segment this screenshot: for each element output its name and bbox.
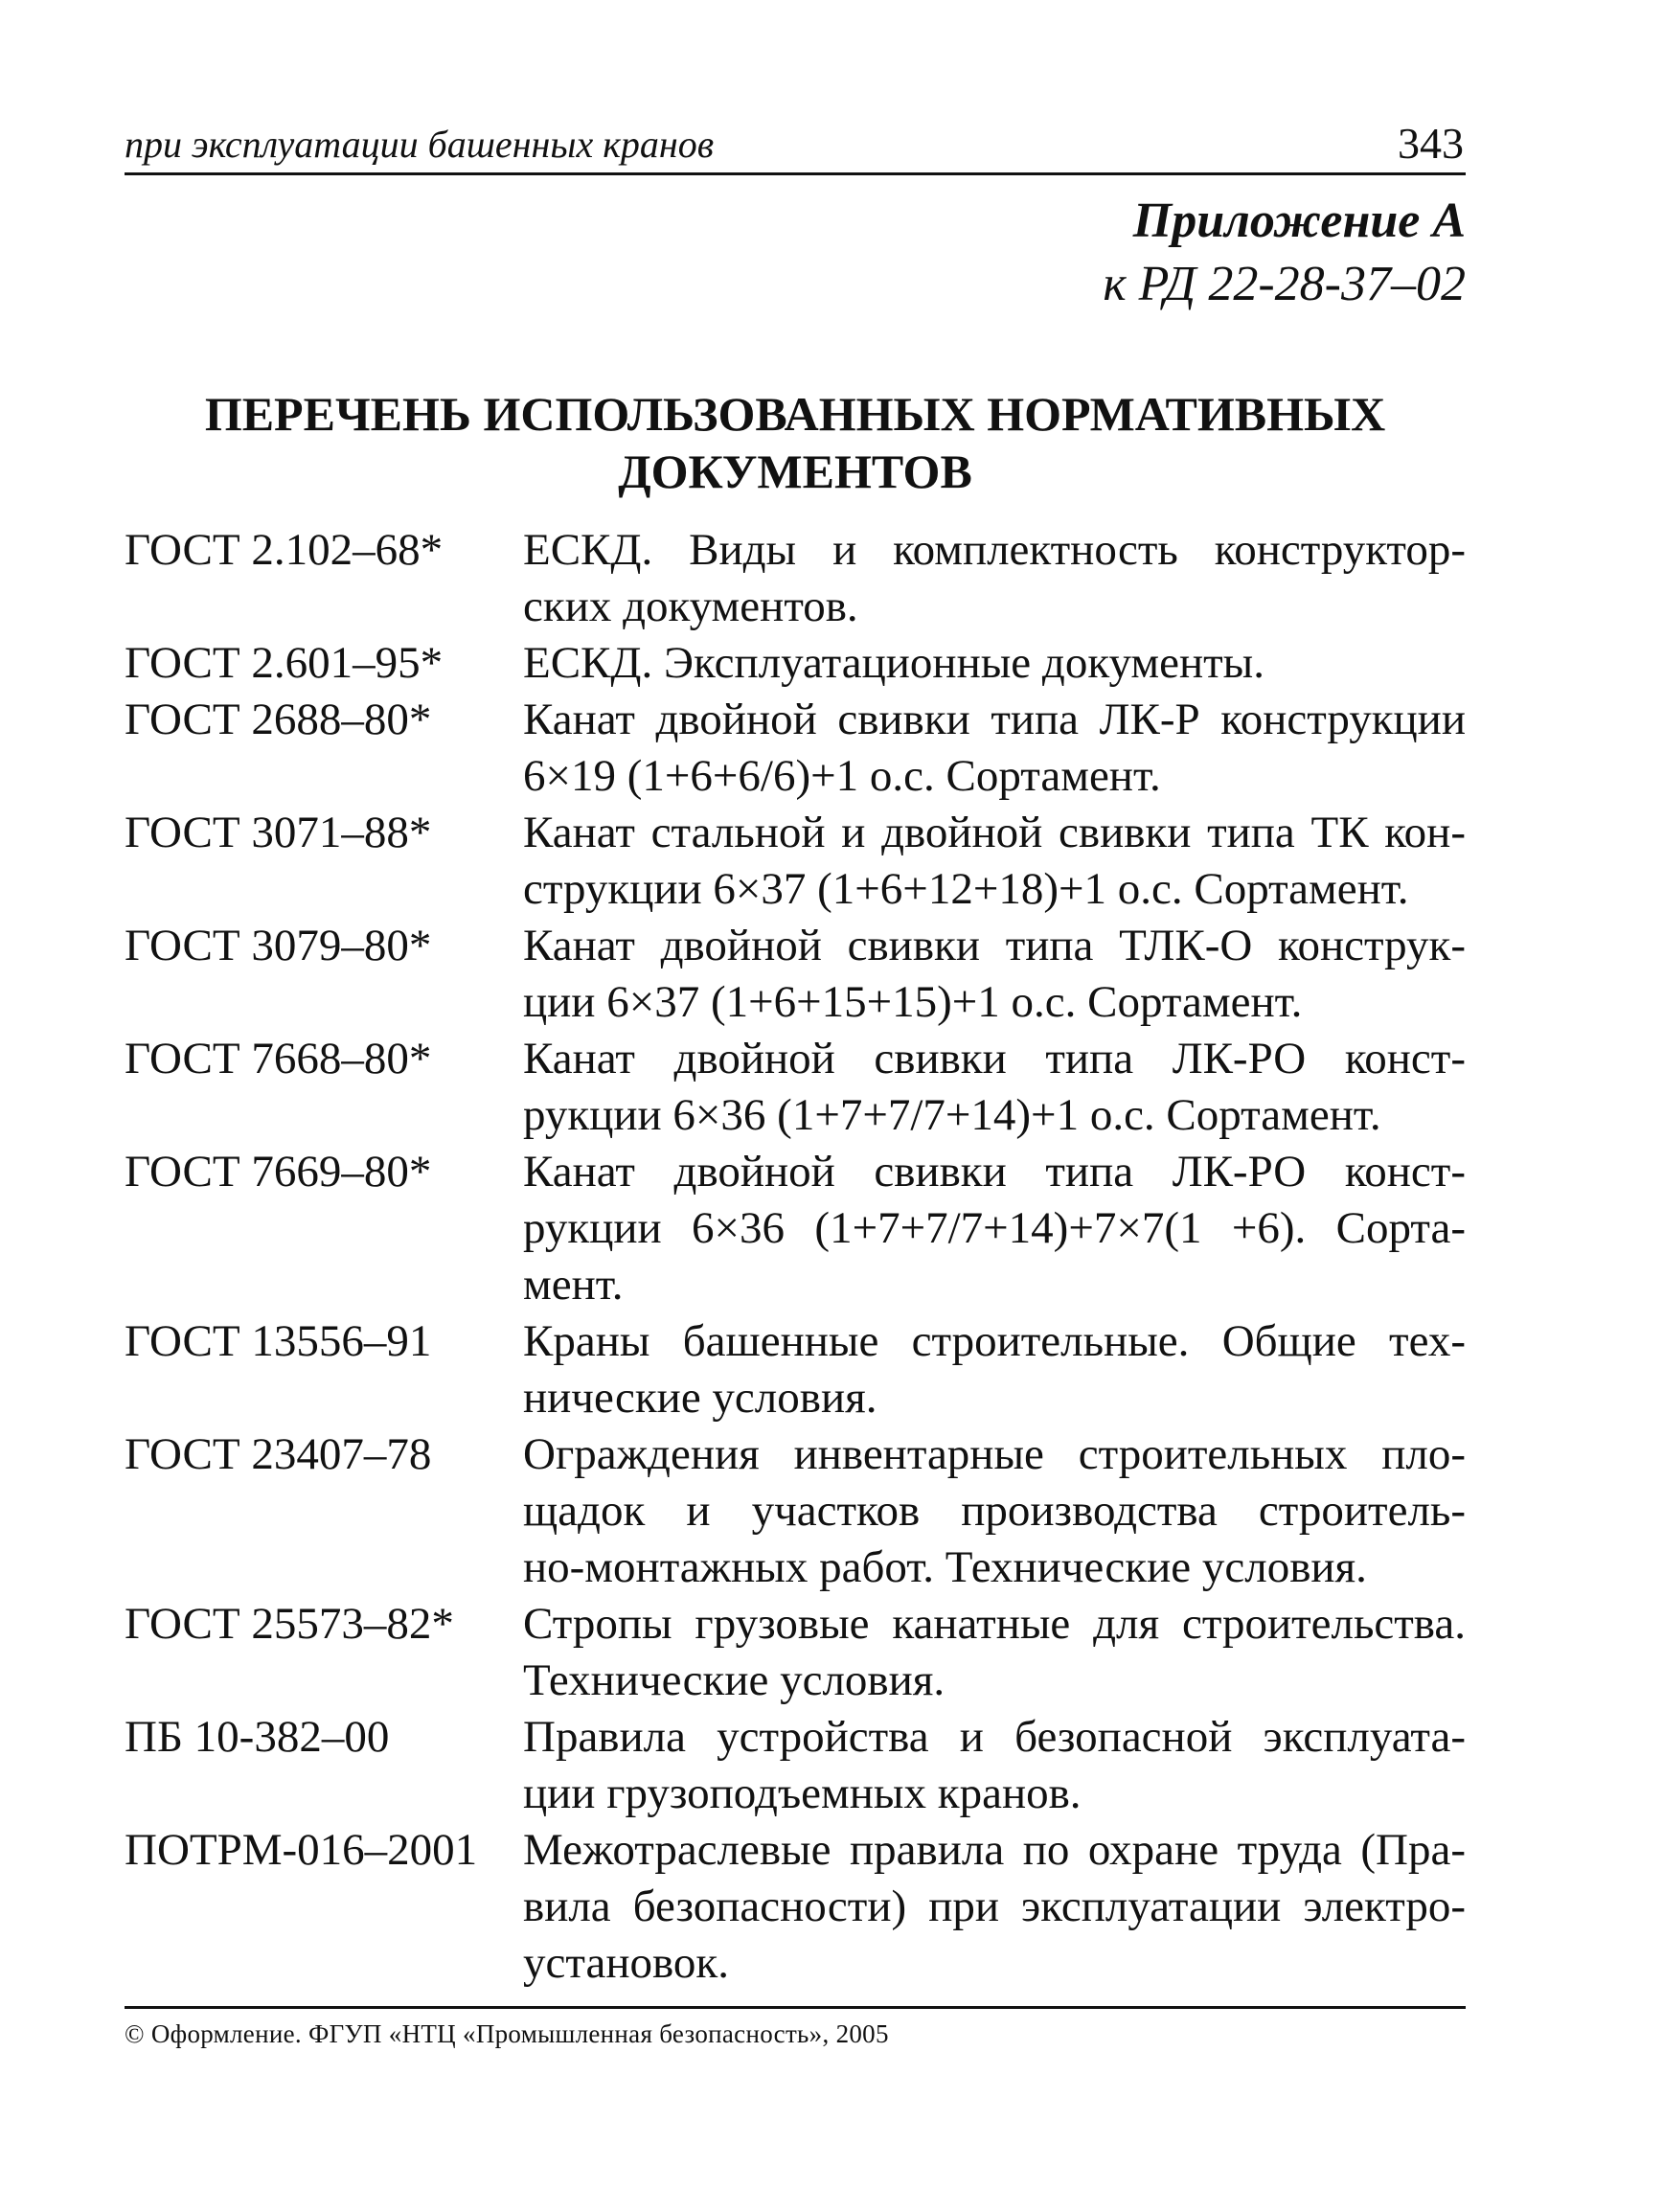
document-entry — [125, 1031, 1466, 1144]
document-description — [523, 635, 1466, 692]
document-title-line-1: ПЕРЕЧЕНЬ ИСПОЛЬЗОВАННЫХ НОРМАТИВНЫХ — [204, 387, 1386, 441]
document-description — [523, 1144, 1466, 1313]
description-line: ции грузоподъемных кранов. — [523, 1768, 1082, 1818]
document-code: ПОТРМ-016–2001 — [125, 1825, 478, 1875]
description-line: вила безопасности) при эксплуатации электро- — [523, 1881, 1466, 1931]
document-description — [523, 1822, 1466, 1992]
document-entry — [125, 1822, 1466, 1992]
description-line: Канат двойной свивки типа ЛК-РО конст- — [523, 1147, 1466, 1197]
document-entry — [125, 918, 1466, 1031]
page-number: 343 — [1398, 119, 1464, 168]
document-code: ПБ 10-382–00 — [125, 1712, 390, 1762]
document-code: ГОСТ 2.601–95* — [125, 638, 444, 688]
document-description — [523, 1313, 1466, 1426]
description-line: но-монтажных работ. Технические условия. — [523, 1542, 1367, 1592]
document-title — [125, 385, 1466, 500]
description-line: Канат двойной свивки типа ЛК-Р конструкции — [523, 695, 1466, 744]
document-code: ГОСТ 25573–82* — [125, 1599, 454, 1649]
description-line: струкции 6×37 (1+6+12+18)+1 о.с. Сортамент. — [523, 864, 1409, 914]
document-entry — [125, 1144, 1466, 1313]
document-code: ГОСТ 2688–80* — [125, 695, 432, 744]
description-line: Канат двойной свивки типа ЛК-РО конст- — [523, 1034, 1466, 1083]
description-line: мент. — [523, 1260, 624, 1310]
document-entry — [125, 1426, 1466, 1596]
document-entry — [125, 522, 1466, 635]
document-entry — [125, 1709, 1466, 1822]
description-line: Ограждения инвентарные строительных пло- — [523, 1429, 1466, 1479]
description-line: ции 6×37 (1+6+15+15)+1 о.с. Сортамент. — [523, 977, 1303, 1027]
document-description — [523, 692, 1466, 805]
description-line: Технические условия. — [523, 1655, 945, 1705]
document-description — [523, 1709, 1466, 1822]
description-line: Стропы грузовые канатные для строительства. — [523, 1599, 1466, 1649]
appendix-label: Приложение А — [1132, 194, 1466, 248]
document-code: ГОСТ 7668–80* — [125, 1034, 432, 1083]
document-code: ГОСТ 13556–91 — [125, 1316, 432, 1366]
description-line: Правила устройства и безопасной эксплуата- — [523, 1712, 1466, 1762]
normative-documents-list — [125, 522, 1466, 1992]
footer-divider — [125, 2006, 1466, 2009]
description-line: нические условия. — [523, 1373, 877, 1423]
description-line: рукции 6×36 (1+7+7/7+14)+1 о.с. Сортамент. — [523, 1090, 1381, 1140]
running-header — [125, 113, 1466, 175]
document-code: ГОСТ 7669–80* — [125, 1147, 432, 1197]
running-title: при эксплуатации башенных кранов — [125, 123, 715, 166]
description-line: 6×19 (1+6+6/6)+1 о.с. Сортамент. — [523, 751, 1161, 801]
description-line: ских документов. — [523, 582, 858, 631]
document-description — [523, 1596, 1466, 1709]
description-line: Краны башенные строительные. Общие тех- — [523, 1316, 1466, 1366]
document-description — [523, 522, 1466, 635]
description-line: Канат стальной и двойной свивки типа ТК кон- — [523, 808, 1466, 857]
appendix-heading — [1103, 190, 1466, 316]
document-entry — [125, 805, 1466, 918]
document-description — [523, 1031, 1466, 1144]
document-entry — [125, 1313, 1466, 1426]
description-line: рукции 6×36 (1+7+7/7+14)+7×7(1 +6). Сорта- — [523, 1203, 1466, 1253]
document-entry — [125, 1596, 1466, 1709]
document-entry — [125, 692, 1466, 805]
document-entry — [125, 635, 1466, 692]
document-code: ГОСТ 2.102–68* — [125, 525, 444, 575]
description-line: установок. — [523, 1938, 729, 1988]
description-line: ЕСКД. Эксплуатационные документы. — [523, 638, 1265, 688]
description-line: Канат двойной свивки типа ТЛК-О конструк- — [523, 921, 1466, 970]
appendix-reference: к РД 22-28-37–02 — [1103, 257, 1466, 311]
footer-copyright: © Оформление. ФГУП «НТЦ «Промышленная безопасность», 2005 — [125, 2019, 889, 2048]
document-description — [523, 805, 1466, 918]
document-description — [523, 1426, 1466, 1596]
description-line: Межотраслевые правила по охране труда (Пра- — [523, 1825, 1466, 1875]
document-code: ГОСТ 3071–88* — [125, 808, 432, 857]
description-line: ЕСКД. Виды и комплектность конструктор- — [523, 525, 1466, 575]
document-code: ГОСТ 23407–78 — [125, 1429, 432, 1479]
document-description — [523, 918, 1466, 1031]
description-line: щадок и участков производства строитель- — [523, 1486, 1466, 1536]
document-code: ГОСТ 3079–80* — [125, 921, 432, 970]
document-title-line-2: ДОКУМЕНТОВ — [618, 445, 972, 498]
